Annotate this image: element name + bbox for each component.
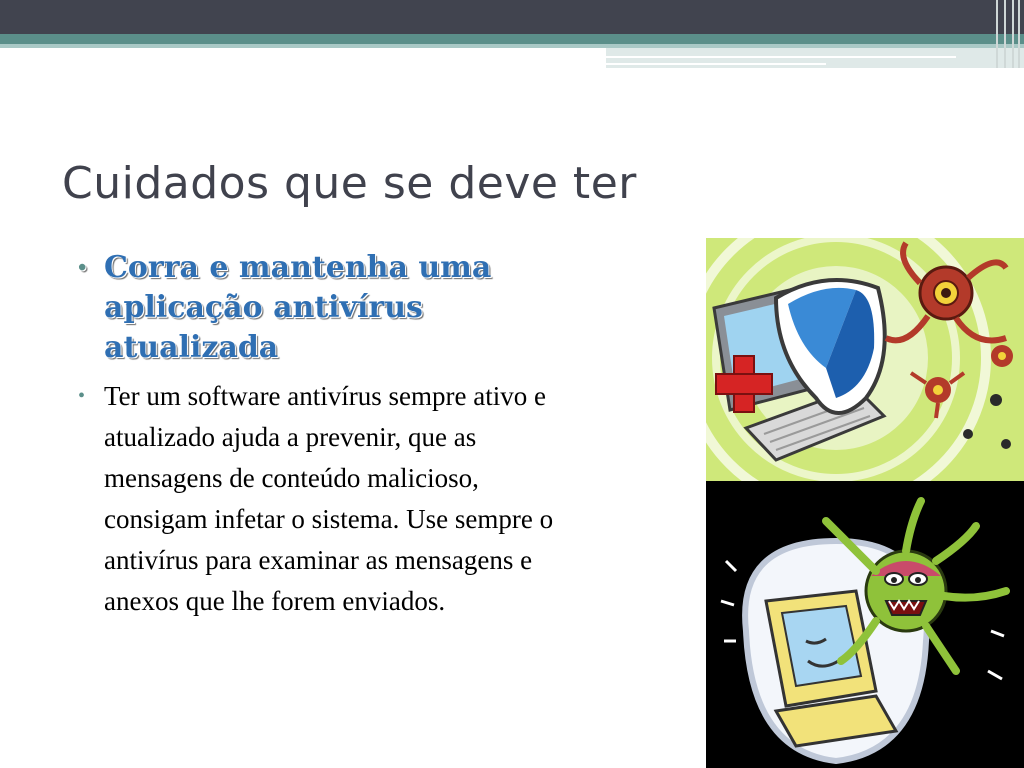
virus-icon [991, 345, 1013, 367]
header-bar [0, 0, 1024, 34]
bullet-text: Ter um software antivírus sempre ativo e atualizado ajuda a prevenir, que as mensagens de conteúdo malicioso, consigam infetar o sistema. Use sempre o antivírus para examinar as mensagens e anexos que lhe forem enviados. [104, 381, 554, 616]
header-decor-line [606, 56, 956, 58]
header-decor-vertical-lines [990, 0, 1024, 68]
bullet-item-emphasis [78, 248, 598, 368]
slide-title: Cuidados que se deve ter [62, 158, 637, 209]
header-decor-line [606, 63, 826, 65]
bullet-text: Corra e mantenha uma aplicação antivírus atualizada [104, 250, 492, 365]
slide-body [78, 248, 598, 622]
header-accent-stripe [0, 34, 1024, 44]
bullet-icon: • [78, 385, 86, 407]
bullet-icon: • [78, 255, 87, 281]
bullet-item [78, 376, 584, 622]
virus-attacking-computer-illustration [706, 481, 1024, 768]
header-decor-band [606, 48, 1024, 68]
antivirus-shield-computer-illustration [706, 238, 1024, 481]
